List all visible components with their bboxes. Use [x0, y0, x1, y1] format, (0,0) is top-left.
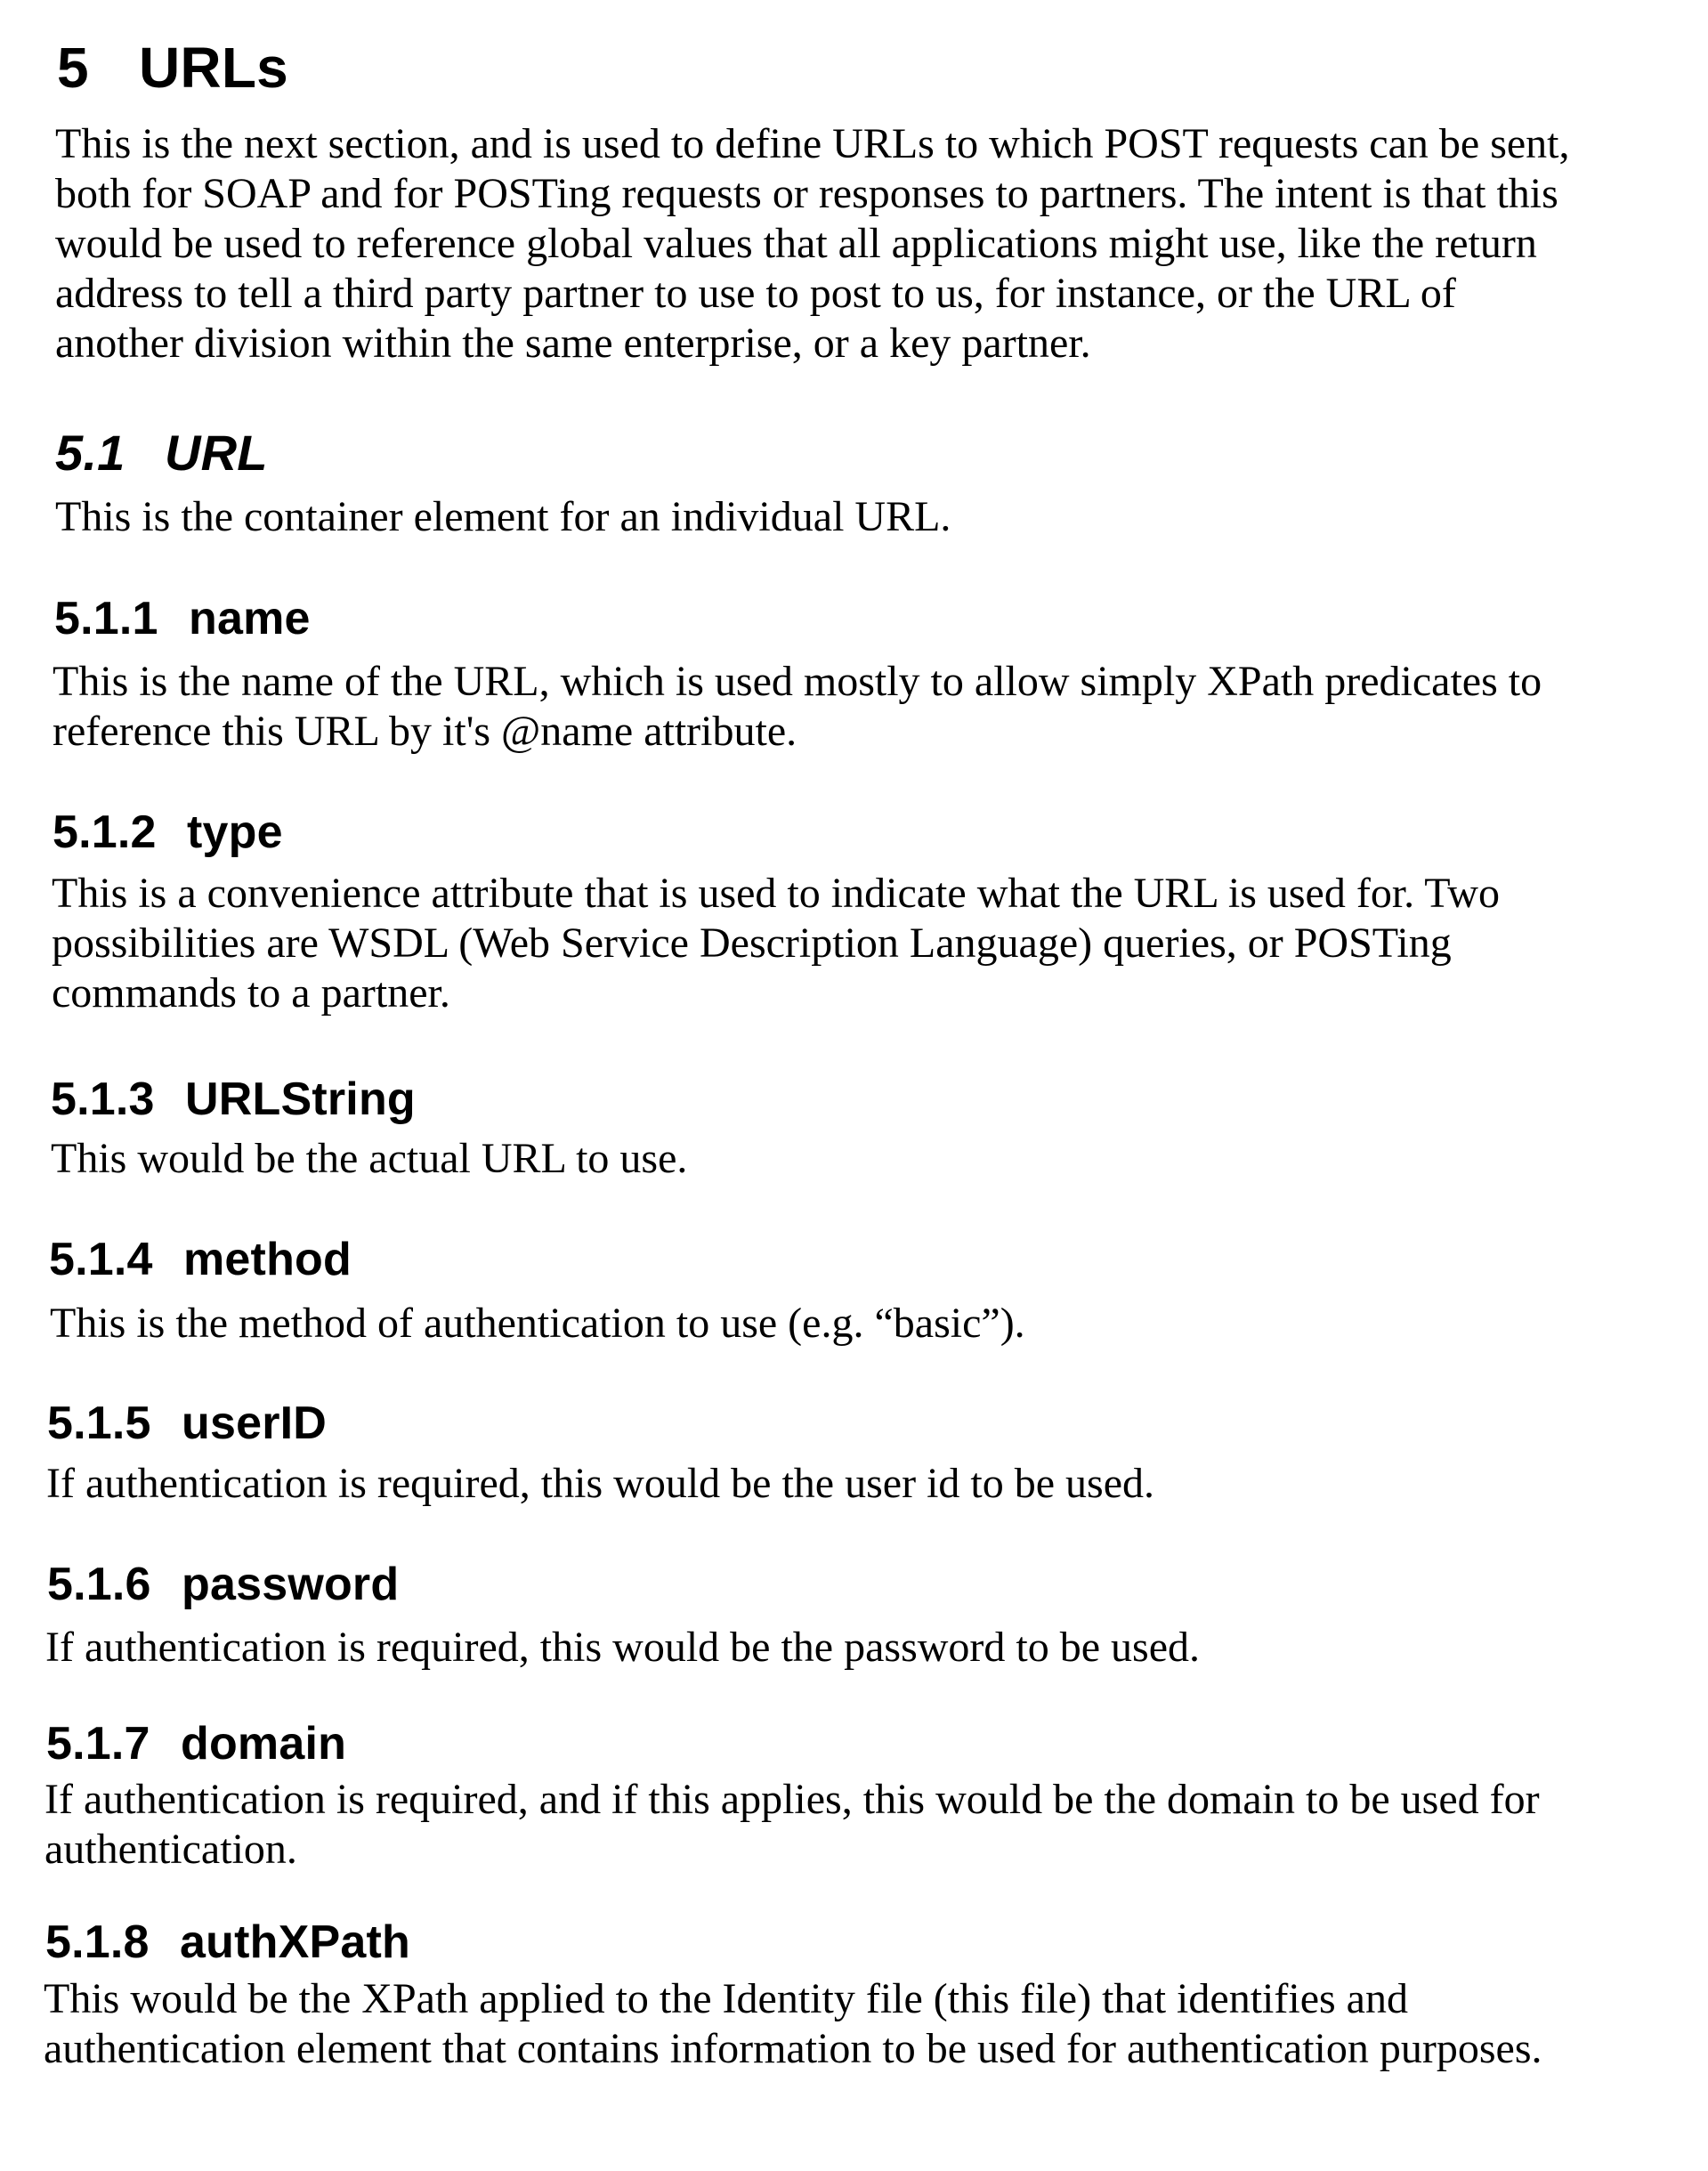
paragraph-line: address to tell a third party partner to use to post to us, for instance, or the URL of	[55, 270, 1456, 317]
item-paragraph-name	[53, 657, 1542, 757]
paragraph-line: authentication element that contains information to be used for authentication purposes.	[44, 2025, 1542, 2072]
section-heading	[57, 34, 288, 102]
item-title: domain	[181, 1718, 347, 1770]
item-title: URLString	[185, 1073, 416, 1125]
paragraph-line: This is the name of the URL, which is used mostly to allow simply XPath predicates to	[53, 658, 1542, 705]
paragraph-line: both for SOAP and for POSTing requests or responses to partners. The intent is that this	[55, 170, 1558, 217]
subsection-heading	[55, 423, 268, 482]
item-number: 5.1.2	[53, 806, 157, 858]
item-number: 5.1.7	[46, 1718, 150, 1770]
item-heading-authxpath	[45, 1915, 410, 1970]
paragraph-line: This is the next section, and is used to define URLs to which POST requests can be sent,	[55, 120, 1570, 167]
paragraph-line: This is the container element for an individual URL.	[55, 493, 951, 540]
item-title: method	[183, 1234, 352, 1285]
subsection-title: URL	[165, 425, 268, 481]
section-title: URLs	[139, 36, 288, 100]
item-number: 5.1.8	[45, 1916, 150, 1968]
section-number: 5	[57, 36, 89, 100]
item-number: 5.1.3	[51, 1073, 155, 1125]
item-title: authXPath	[180, 1916, 410, 1968]
paragraph-line: another division within the same enterprise, or a key partner.	[55, 320, 1091, 367]
item-paragraph-domain	[45, 1775, 1540, 1875]
paragraph-line: If authentication is required, this would be the password to be used.	[45, 1624, 1201, 1671]
paragraph-line: commands to a partner.	[52, 969, 450, 1017]
item-number: 5.1.5	[47, 1397, 151, 1449]
item-heading-password	[47, 1557, 399, 1612]
item-heading-method	[49, 1232, 352, 1287]
item-heading-name	[54, 591, 311, 646]
paragraph-line: If authentication is required, and if this applies, this would be the domain to be used for	[45, 1776, 1540, 1823]
item-heading-type	[53, 805, 283, 860]
item-number: 5.1.6	[47, 1559, 151, 1610]
item-title: password	[182, 1559, 400, 1610]
paragraph-line: authentication.	[45, 1826, 297, 1873]
item-title: type	[187, 806, 283, 858]
paragraph-line: reference this URL by it's @name attribute.	[53, 708, 797, 755]
paragraph-line: This is the method of authentication to use (e.g. “basic”).	[50, 1300, 1025, 1347]
item-paragraph-authxpath	[44, 1974, 1542, 2074]
paragraph-line: would be used to reference global values that all applications might use, like the return	[55, 220, 1537, 267]
item-paragraph-urlstring	[51, 1134, 687, 1184]
item-heading-userid	[47, 1396, 327, 1451]
item-heading-urlstring	[51, 1072, 416, 1127]
item-paragraph-password	[45, 1623, 1200, 1673]
section-intro-paragraph	[55, 119, 1570, 369]
paragraph-line: possibilities are WSDL (Web Service Description Language) queries, or POSTing	[52, 919, 1452, 967]
item-number: 5.1.4	[49, 1234, 153, 1285]
paragraph-line: This would be the XPath applied to the Identity file (this file) that identifies and	[44, 1975, 1408, 2022]
paragraph-line: This is a convenience attribute that is used to indicate what the URL is used for. Two	[52, 870, 1500, 917]
item-paragraph-userid	[46, 1459, 1154, 1509]
item-paragraph-method	[50, 1299, 1025, 1349]
item-title: userID	[182, 1397, 328, 1449]
item-number: 5.1.1	[54, 593, 158, 644]
item-title: name	[189, 593, 311, 644]
subsection-paragraph	[55, 492, 951, 542]
item-heading-domain	[46, 1716, 346, 1771]
item-paragraph-type	[52, 869, 1500, 1018]
subsection-number: 5.1	[55, 425, 125, 481]
paragraph-line: If authentication is required, this would be the user id to be used.	[46, 1460, 1155, 1507]
paragraph-line: This would be the actual URL to use.	[51, 1135, 688, 1182]
